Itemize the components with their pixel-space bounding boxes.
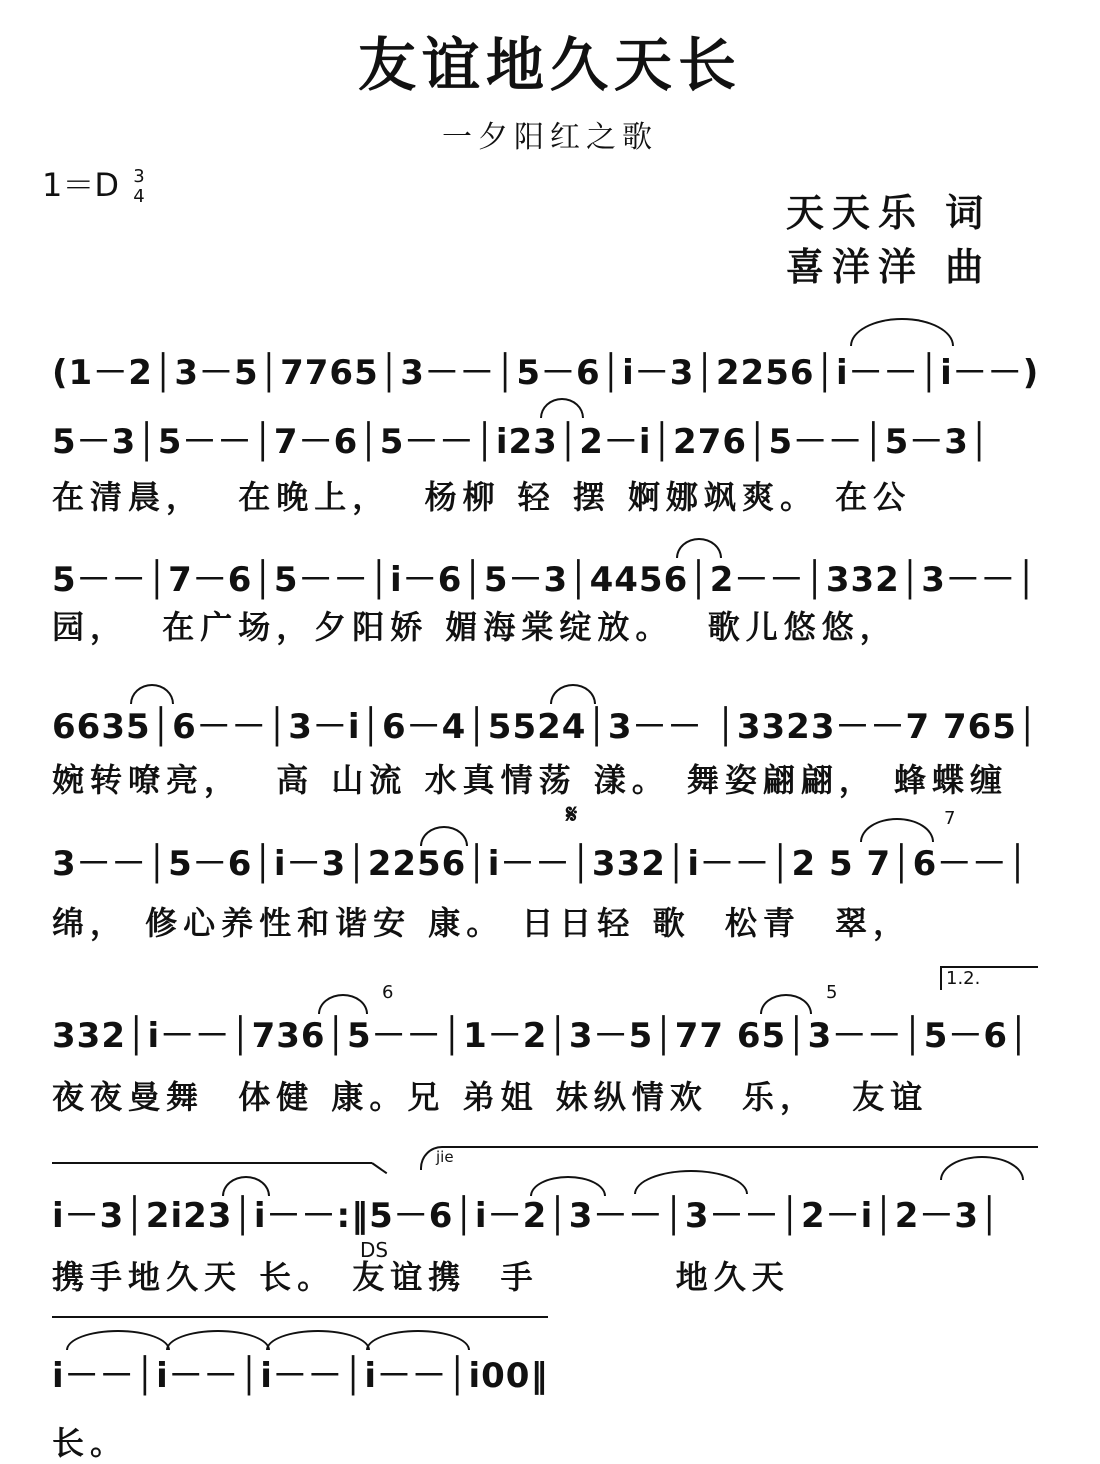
volta-label: 1.2. xyxy=(946,968,981,989)
notation-row-8: i－－│i－－│i－－│i－－│i00‖ xyxy=(52,1356,549,1396)
lyrics-row-8: 长。 xyxy=(52,1424,129,1462)
notation-row-4: 6635│6－－│3－i│6－4│5524│3－－ │3323－－7 765│ xyxy=(52,707,1039,747)
time-top: 3 xyxy=(133,166,145,187)
lyrics-row-6: 夜夜曼舞 体健 康。兄 弟姐 妹纵情欢 乐， 友谊 xyxy=(52,1078,929,1116)
grace-note-7: 7 xyxy=(944,808,956,829)
notation-row-5: 3－－│5－6│i－3│2256│i－－│332│i－－│2 5 7│6－－│ xyxy=(52,844,1029,884)
lyrics-row-2: 在清晨， 在晚上， 杨柳 轻 摆 婀娜飒爽。 在公 xyxy=(52,478,912,516)
song-subtitle: 一夕阳红之歌 xyxy=(442,120,658,155)
tie-slur xyxy=(166,1330,270,1350)
tie-slur xyxy=(266,1330,370,1350)
notation-row-6: 332│i－－│736│5－－│1－2│3－5│77 65│3－－│5－6│ xyxy=(52,1016,1030,1056)
time-signature xyxy=(133,167,144,207)
jie-label: jie xyxy=(436,1148,454,1166)
tie-slur xyxy=(366,1330,470,1350)
lyricist-credit: 天天乐 词 xyxy=(786,191,992,235)
volta-line xyxy=(52,1162,372,1164)
coda-line xyxy=(52,1316,548,1318)
segno-sign: 𝄋 xyxy=(566,800,578,830)
key-signature xyxy=(42,160,145,207)
lyrics-row-3: 园， 在广场，夕阳娇 媚海棠绽放。 歌儿悠悠， xyxy=(52,608,898,646)
tie-slur xyxy=(66,1330,170,1350)
notation-row-7: i－3│2i23│i－－:‖5－6│i－2│3－－│3－－│2－i│2－3│ xyxy=(52,1196,1001,1236)
lyrics-row-5: 绵， 修心养性和谐安 康。 日日轻 歌 松青 翠， xyxy=(52,904,912,942)
lyrics-row-4: 婉转嘹亮， 高 山流 水真情荡 漾。 舞姿翩翩， 蜂蝶缠 xyxy=(52,761,1008,799)
time-bottom: 4 xyxy=(133,186,145,207)
notation-row-1: (1－2│3－5│7765│3－－│5－6│i－3│2256│i－－│i－－) xyxy=(52,353,1040,393)
notation-row-2: 5－3│5－－│7－6│5－－│i23│2－i│276│5－－│5－3│ xyxy=(52,422,991,462)
tie-slur xyxy=(850,318,954,346)
volta-line-end xyxy=(371,1162,387,1174)
song-title: 友谊地久天长 xyxy=(357,31,742,99)
grace-note-5: 5 xyxy=(826,982,838,1003)
lyrics-row-7: 携手地久天 长。 友谊携 手 地久天 xyxy=(52,1258,790,1296)
grace-note-6: 6 xyxy=(382,982,394,1003)
ds-mark: DS xyxy=(360,1238,389,1262)
key-label: 1＝D xyxy=(42,166,120,204)
notation-row-3: 5－－│7－6│5－－│i－6│5－3│4456│2－－│332│3－－│ xyxy=(52,560,1038,600)
composer-credit: 喜洋洋 曲 xyxy=(786,245,992,289)
